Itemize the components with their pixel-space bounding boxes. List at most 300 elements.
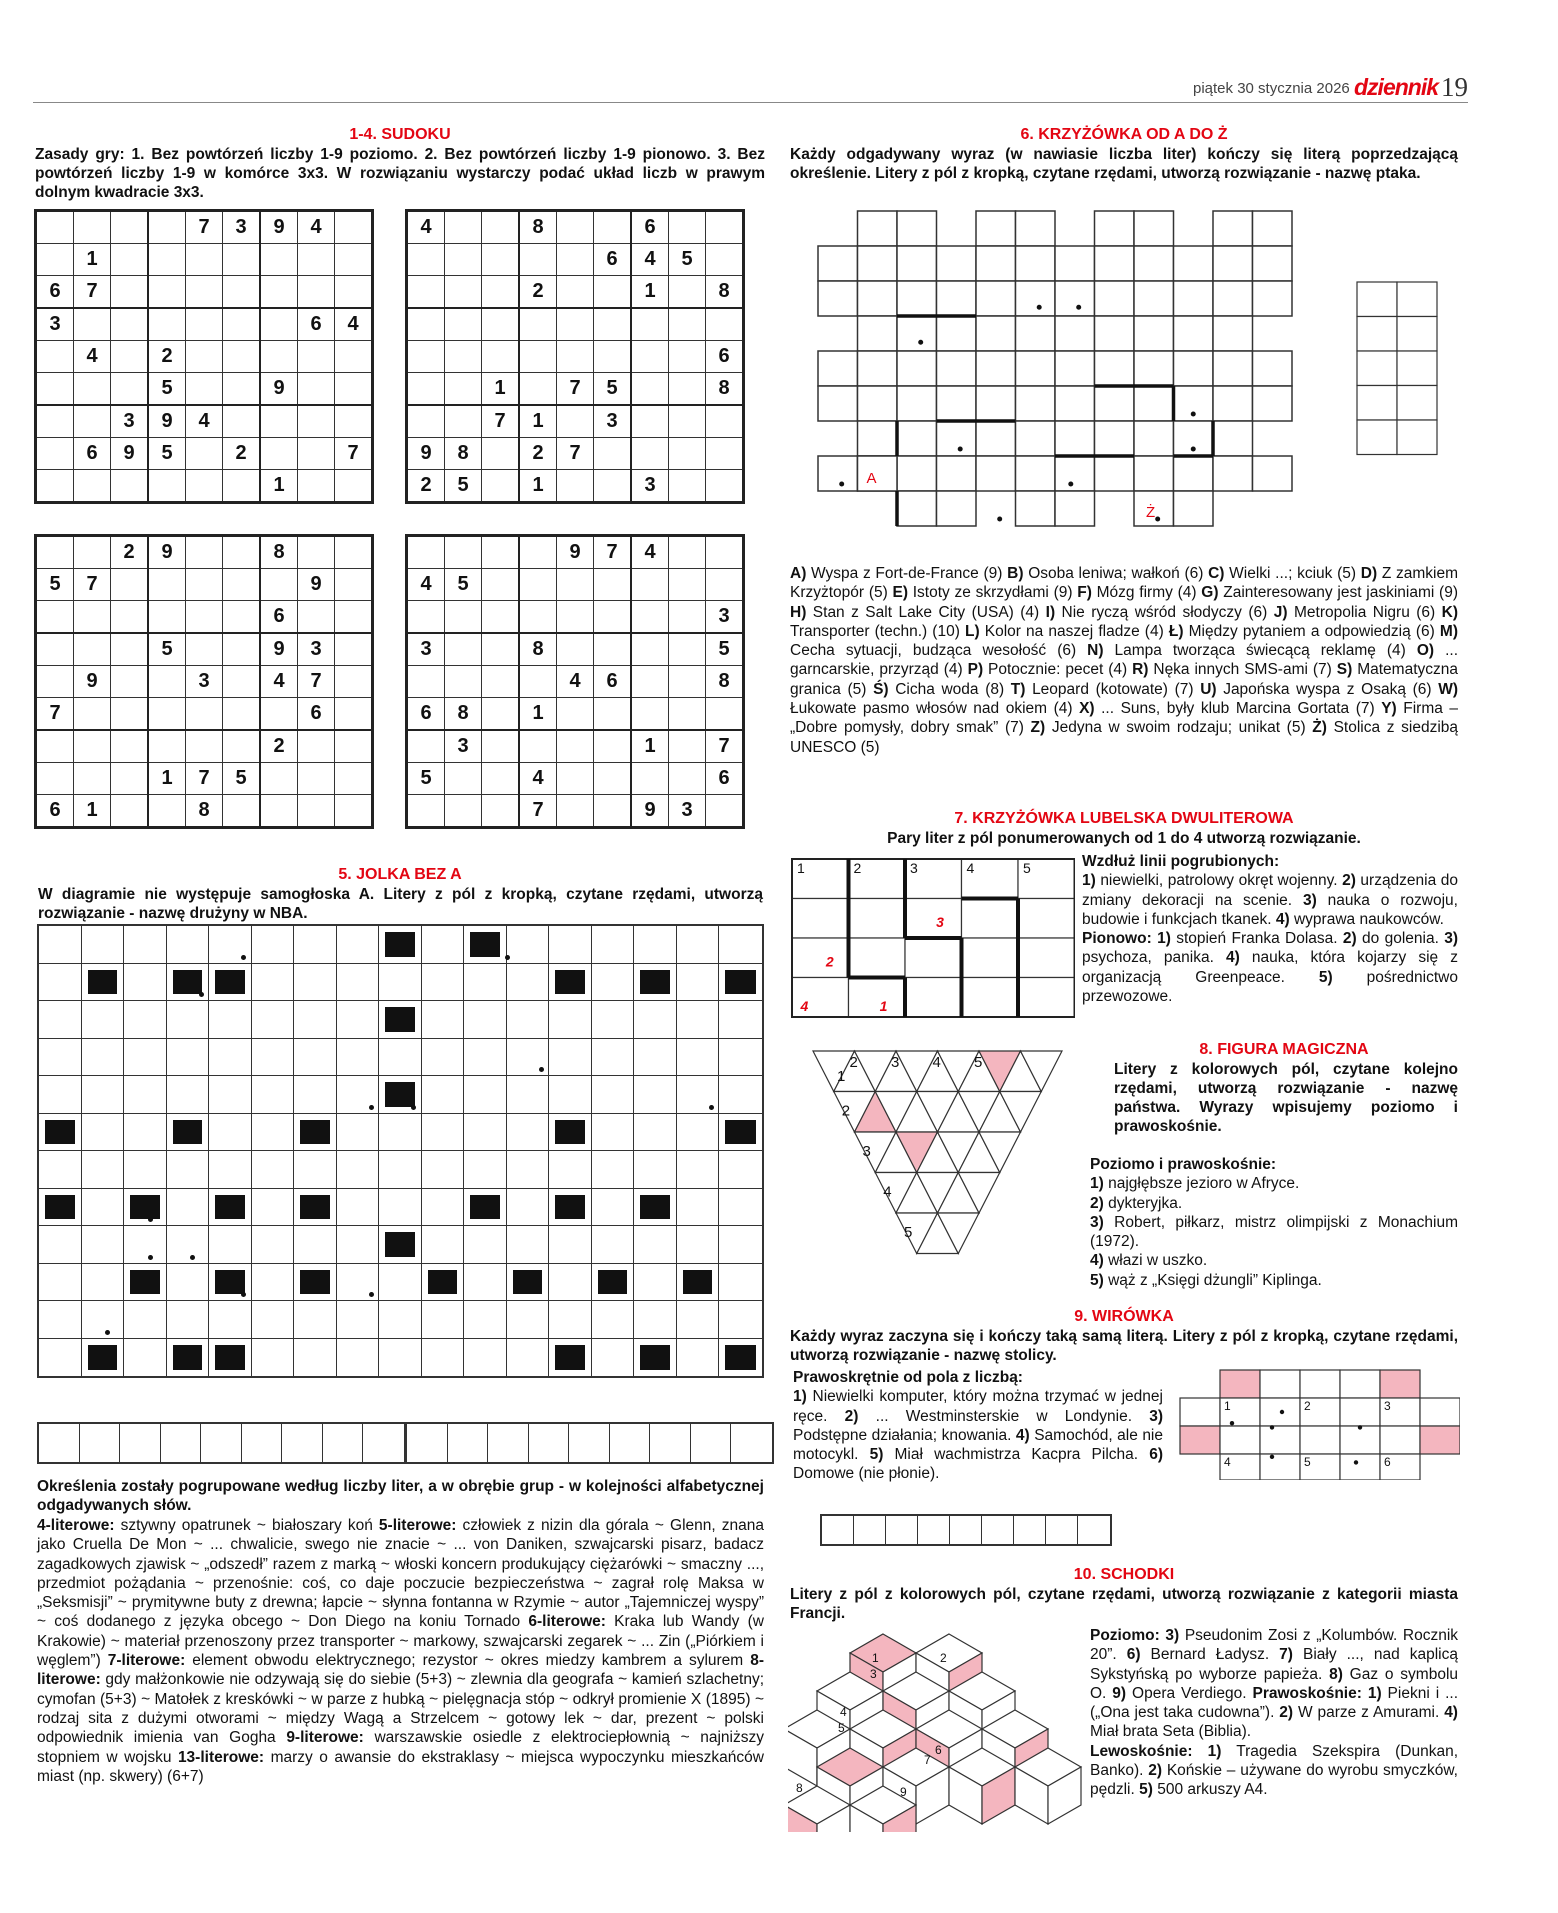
jolka-cell[interactable] — [167, 1189, 210, 1227]
jolka-cell[interactable] — [167, 1001, 210, 1039]
jolka-cell[interactable] — [592, 1189, 635, 1227]
jolka-cell[interactable] — [294, 1114, 337, 1152]
sudoku-cell[interactable]: 1 — [148, 763, 186, 795]
sudoku-cell[interactable]: 1 — [519, 698, 557, 731]
sudoku-cell[interactable]: 8 — [260, 536, 298, 569]
jolka-cell[interactable] — [677, 1039, 720, 1077]
jolka-cell[interactable] — [592, 1001, 635, 1039]
sudoku-cell[interactable] — [335, 211, 373, 244]
sudoku-cell[interactable] — [519, 308, 557, 341]
sudoku-cell[interactable]: 4 — [335, 308, 373, 341]
sudoku-cell[interactable] — [36, 373, 74, 406]
sudoku-cell[interactable] — [557, 698, 594, 731]
jolka-cell[interactable] — [167, 1076, 210, 1114]
sudoku-cell[interactable] — [335, 666, 373, 698]
sudoku-cell[interactable] — [260, 438, 298, 470]
sudoku-cell[interactable] — [111, 698, 149, 731]
sudoku-cell[interactable] — [519, 730, 557, 763]
sudoku-cell[interactable]: 3 — [669, 795, 706, 828]
sudoku-cell[interactable] — [519, 601, 557, 634]
jolka-cell[interactable] — [337, 1114, 380, 1152]
sudoku-cell[interactable]: 4 — [298, 211, 335, 244]
sudoku-cell[interactable] — [186, 438, 223, 470]
sudoku-cell[interactable] — [669, 763, 706, 795]
sudoku-cell[interactable] — [186, 470, 223, 503]
sudoku-cell[interactable]: 4 — [631, 244, 669, 276]
sudoku-cell[interactable] — [36, 666, 74, 698]
sudoku-cell[interactable]: 4 — [407, 211, 445, 244]
sudoku-cell[interactable] — [260, 341, 298, 373]
jolka-cell[interactable] — [507, 1301, 550, 1339]
jolka-cell[interactable] — [464, 1301, 507, 1339]
jolka-cell[interactable] — [422, 1151, 465, 1189]
jolka-cell[interactable] — [549, 1264, 592, 1302]
sudoku-cell[interactable] — [407, 341, 445, 373]
jolka-cell[interactable] — [252, 1226, 295, 1264]
jolka-cell[interactable] — [337, 964, 380, 1002]
jolka-cell[interactable] — [209, 1076, 252, 1114]
sudoku-cell[interactable] — [519, 244, 557, 276]
jolka-cell[interactable] — [634, 1226, 677, 1264]
jolka-cell[interactable] — [39, 1039, 82, 1077]
sudoku-cell[interactable]: 7 — [557, 373, 594, 406]
jolka-cell[interactable] — [719, 1039, 762, 1077]
jolka-cell[interactable] — [464, 1264, 507, 1302]
jolka-cell[interactable] — [167, 1264, 210, 1302]
sudoku-cell[interactable] — [631, 633, 669, 666]
sudoku-cell[interactable] — [482, 438, 520, 470]
jolka-cell[interactable] — [549, 1076, 592, 1114]
sudoku-cell[interactable]: 1 — [74, 795, 111, 828]
sudoku-cell[interactable] — [407, 666, 445, 698]
jolka-cell[interactable] — [422, 1264, 465, 1302]
sudoku-cell[interactable] — [223, 666, 261, 698]
sudoku-cell[interactable]: 7 — [706, 730, 744, 763]
sudoku-cell[interactable] — [335, 730, 373, 763]
jolka-cell[interactable] — [82, 1189, 125, 1227]
jolka-cell[interactable] — [719, 1114, 762, 1152]
sudoku-cell[interactable] — [74, 698, 111, 731]
sudoku-cell[interactable]: 9 — [407, 438, 445, 470]
sudoku-cell[interactable] — [445, 666, 482, 698]
sudoku-cell[interactable]: 3 — [631, 470, 669, 503]
sudoku-cell[interactable]: 6 — [594, 666, 632, 698]
jolka-cell[interactable] — [39, 1151, 82, 1189]
jolka-cell[interactable] — [337, 1189, 380, 1227]
sudoku-cell[interactable] — [594, 569, 632, 601]
sudoku-cell[interactable] — [445, 601, 482, 634]
sudoku-cell[interactable] — [706, 470, 744, 503]
jolka-cell[interactable] — [167, 926, 210, 964]
sudoku-cell[interactable] — [111, 666, 149, 698]
jolka-grid[interactable] — [37, 924, 764, 1378]
jolka-cell[interactable] — [634, 1264, 677, 1302]
sudoku-cell[interactable] — [298, 763, 335, 795]
jolka-cell[interactable] — [379, 1226, 422, 1264]
sudoku-cell[interactable] — [407, 601, 445, 634]
jolka-cell[interactable] — [507, 1264, 550, 1302]
sudoku-cell[interactable] — [445, 536, 482, 569]
sudoku-cell[interactable] — [669, 341, 706, 373]
sudoku-cell[interactable] — [706, 244, 744, 276]
sudoku-cell[interactable] — [482, 633, 520, 666]
sudoku-cell[interactable] — [594, 276, 632, 309]
jolka-cell[interactable] — [677, 1264, 720, 1302]
sudoku-cell[interactable] — [669, 276, 706, 309]
jolka-cell[interactable] — [719, 1226, 762, 1264]
sudoku-cell[interactable] — [519, 373, 557, 406]
sudoku-cell[interactable]: 6 — [74, 438, 111, 470]
sudoku-cell[interactable]: 5 — [223, 763, 261, 795]
sudoku-cell[interactable] — [223, 795, 261, 828]
jolka-cell[interactable] — [252, 1189, 295, 1227]
sudoku-cell[interactable]: 5 — [148, 438, 186, 470]
sudoku-cell[interactable] — [594, 730, 632, 763]
answer-cell[interactable] — [731, 1424, 772, 1462]
jolka-cell[interactable] — [464, 1339, 507, 1377]
jolka-cell[interactable] — [549, 1226, 592, 1264]
sudoku-cell[interactable] — [482, 276, 520, 309]
jolka-cell[interactable] — [549, 1339, 592, 1377]
jolka-cell[interactable] — [634, 926, 677, 964]
jolka-cell[interactable] — [82, 1301, 125, 1339]
sudoku-cell[interactable]: 2 — [148, 341, 186, 373]
sudoku-cell[interactable]: 6 — [298, 308, 335, 341]
jolka-cell[interactable] — [124, 1189, 167, 1227]
jolka-cell[interactable] — [294, 1001, 337, 1039]
sudoku-cell[interactable]: 7 — [482, 405, 520, 438]
jolka-cell[interactable] — [592, 1226, 635, 1264]
sudoku-cell[interactable] — [74, 763, 111, 795]
jolka-cell[interactable] — [82, 1264, 125, 1302]
sudoku-cell[interactable] — [111, 795, 149, 828]
sudoku-cell[interactable] — [148, 211, 186, 244]
jolka-cell[interactable] — [294, 1301, 337, 1339]
jolka-cell[interactable] — [719, 1076, 762, 1114]
sudoku-cell[interactable]: 6 — [298, 698, 335, 731]
sudoku-cell[interactable] — [298, 244, 335, 276]
sudoku-cell[interactable] — [631, 569, 669, 601]
sudoku-grid-3[interactable] — [34, 534, 374, 829]
sudoku-cell[interactable] — [445, 244, 482, 276]
jolka-cell[interactable] — [422, 1189, 465, 1227]
jolka-cell[interactable] — [422, 926, 465, 964]
jolka-cell[interactable] — [294, 1264, 337, 1302]
answer-cell[interactable] — [363, 1424, 404, 1462]
sudoku-cell[interactable] — [186, 698, 223, 731]
jolka-cell[interactable] — [39, 1339, 82, 1377]
jolka-cell[interactable] — [507, 1114, 550, 1152]
sudoku-cell[interactable] — [669, 536, 706, 569]
jolka-cell[interactable] — [464, 964, 507, 1002]
jolka-cell[interactable] — [337, 1339, 380, 1377]
sudoku-cell[interactable] — [631, 601, 669, 634]
jolka-cell[interactable] — [464, 1189, 507, 1227]
jolka-cell[interactable] — [719, 1151, 762, 1189]
answer-cell[interactable] — [407, 1424, 448, 1462]
jolka-cell[interactable] — [634, 1076, 677, 1114]
jolka-cell[interactable] — [719, 964, 762, 1002]
jolka-cell[interactable] — [379, 1264, 422, 1302]
jolka-cell[interactable] — [719, 1301, 762, 1339]
sudoku-cell[interactable]: 8 — [445, 438, 482, 470]
sudoku-cell[interactable]: 9 — [74, 666, 111, 698]
jolka-cell[interactable] — [82, 926, 125, 964]
jolka-cell[interactable] — [592, 964, 635, 1002]
sudoku-cell[interactable] — [594, 341, 632, 373]
answer-cell[interactable] — [282, 1424, 323, 1462]
jolka-cell[interactable] — [464, 1226, 507, 1264]
jolka-cell[interactable] — [124, 1076, 167, 1114]
sudoku-cell[interactable]: 8 — [186, 795, 223, 828]
answer-cell[interactable] — [120, 1424, 161, 1462]
sudoku-cell[interactable] — [669, 633, 706, 666]
sudoku-cell[interactable] — [223, 633, 261, 666]
jolka-cell[interactable] — [507, 1189, 550, 1227]
answer-cell[interactable] — [822, 1516, 854, 1544]
jolka-cell[interactable] — [82, 1339, 125, 1377]
answer-cell[interactable] — [448, 1424, 489, 1462]
sudoku-cell[interactable] — [111, 373, 149, 406]
jolka-cell[interactable] — [39, 1226, 82, 1264]
sudoku-cell[interactable]: 9 — [260, 373, 298, 406]
sudoku-cell[interactable] — [519, 341, 557, 373]
sudoku-cell[interactable] — [669, 730, 706, 763]
sudoku-cell[interactable] — [186, 276, 223, 309]
sudoku-cell[interactable]: 3 — [186, 666, 223, 698]
jolka-cell[interactable] — [634, 1339, 677, 1377]
sudoku-cell[interactable] — [669, 698, 706, 731]
sudoku-cell[interactable] — [594, 698, 632, 731]
sudoku-cell[interactable] — [669, 569, 706, 601]
jolka-cell[interactable] — [209, 964, 252, 1002]
sudoku-cell[interactable] — [631, 308, 669, 341]
sudoku-cell[interactable] — [298, 438, 335, 470]
sudoku-cell[interactable]: 1 — [482, 373, 520, 406]
sudoku-cell[interactable]: 2 — [111, 536, 149, 569]
sudoku-cell[interactable] — [74, 308, 111, 341]
jolka-cell[interactable] — [422, 1339, 465, 1377]
jolka-cell[interactable] — [549, 1039, 592, 1077]
sudoku-cell[interactable]: 4 — [74, 341, 111, 373]
jolka-cell[interactable] — [167, 1039, 210, 1077]
sudoku-cell[interactable] — [557, 308, 594, 341]
sudoku-cell[interactable] — [594, 795, 632, 828]
jolka-cell[interactable] — [507, 926, 550, 964]
sudoku-cell[interactable]: 2 — [407, 470, 445, 503]
answer-cell[interactable] — [1014, 1516, 1046, 1544]
sudoku-cell[interactable] — [74, 601, 111, 634]
sudoku-cell[interactable]: 1 — [631, 730, 669, 763]
jolka-cell[interactable] — [252, 1114, 295, 1152]
sudoku-cell[interactable] — [669, 438, 706, 470]
sudoku-cell[interactable] — [36, 536, 74, 569]
sudoku-cell[interactable] — [631, 666, 669, 698]
sudoku-cell[interactable] — [706, 438, 744, 470]
answer-cell[interactable] — [691, 1424, 732, 1462]
jolka-cell[interactable] — [592, 1151, 635, 1189]
jolka-cell[interactable] — [422, 1226, 465, 1264]
sudoku-cell[interactable] — [335, 341, 373, 373]
sudoku-cell[interactable] — [669, 373, 706, 406]
sudoku-cell[interactable] — [260, 405, 298, 438]
jolka-cell[interactable] — [124, 1151, 167, 1189]
sudoku-cell[interactable] — [669, 308, 706, 341]
jolka-answer-row-1[interactable] — [37, 1422, 406, 1464]
sudoku-cell[interactable] — [335, 276, 373, 309]
sudoku-grid-4[interactable] — [405, 534, 745, 829]
sudoku-cell[interactable] — [594, 633, 632, 666]
sudoku-cell[interactable] — [335, 373, 373, 406]
jolka-cell[interactable] — [294, 964, 337, 1002]
jolka-cell[interactable] — [464, 926, 507, 964]
sudoku-cell[interactable] — [557, 276, 594, 309]
sudoku-cell[interactable] — [407, 730, 445, 763]
jolka-cell[interactable] — [677, 926, 720, 964]
jolka-cell[interactable] — [677, 1114, 720, 1152]
sudoku-cell[interactable] — [557, 405, 594, 438]
answer-cell[interactable] — [918, 1516, 950, 1544]
sudoku-cell[interactable] — [148, 601, 186, 634]
sudoku-cell[interactable] — [335, 601, 373, 634]
sudoku-cell[interactable] — [36, 244, 74, 276]
jolka-cell[interactable] — [39, 1114, 82, 1152]
answer-cell[interactable] — [161, 1424, 202, 1462]
sudoku-cell[interactable] — [186, 730, 223, 763]
jolka-cell[interactable] — [124, 1226, 167, 1264]
sudoku-cell[interactable] — [74, 633, 111, 666]
jolka-cell[interactable] — [337, 926, 380, 964]
jolka-cell[interactable] — [549, 1001, 592, 1039]
jolka-cell[interactable] — [39, 1264, 82, 1302]
answer-cell[interactable] — [488, 1424, 529, 1462]
jolka-cell[interactable] — [124, 1339, 167, 1377]
jolka-cell[interactable] — [82, 1151, 125, 1189]
sudoku-cell[interactable] — [186, 341, 223, 373]
sudoku-cell[interactable] — [260, 698, 298, 731]
jolka-cell[interactable] — [337, 1226, 380, 1264]
sudoku-cell[interactable] — [706, 698, 744, 731]
jolka-cell[interactable] — [422, 1301, 465, 1339]
answer-cell[interactable] — [529, 1424, 570, 1462]
jolka-cell[interactable] — [252, 1264, 295, 1302]
jolka-cell[interactable] — [252, 926, 295, 964]
jolka-cell[interactable] — [592, 1039, 635, 1077]
sudoku-cell[interactable] — [111, 470, 149, 503]
sudoku-cell[interactable]: 3 — [111, 405, 149, 438]
sudoku-cell[interactable]: 6 — [36, 795, 74, 828]
jolka-cell[interactable] — [634, 1039, 677, 1077]
jolka-cell[interactable] — [379, 1189, 422, 1227]
jolka-cell[interactable] — [464, 1151, 507, 1189]
sudoku-cell[interactable]: 4 — [519, 763, 557, 795]
sudoku-cell[interactable] — [36, 633, 74, 666]
jolka-cell[interactable] — [39, 1001, 82, 1039]
jolka-cell[interactable] — [39, 1301, 82, 1339]
jolka-cell[interactable] — [549, 1189, 592, 1227]
sudoku-cell[interactable] — [557, 211, 594, 244]
sudoku-cell[interactable]: 7 — [335, 438, 373, 470]
sudoku-cell[interactable] — [111, 341, 149, 373]
jolka-cell[interactable] — [379, 926, 422, 964]
sudoku-cell[interactable] — [148, 276, 186, 309]
jolka-cell[interactable] — [82, 1114, 125, 1152]
krzyzowka-a-z-grid[interactable] — [810, 210, 1340, 562]
sudoku-cell[interactable] — [482, 795, 520, 828]
jolka-cell[interactable] — [379, 1114, 422, 1152]
jolka-cell[interactable] — [124, 964, 167, 1002]
sudoku-cell[interactable] — [706, 536, 744, 569]
sudoku-cell[interactable]: 6 — [594, 244, 632, 276]
sudoku-cell[interactable]: 9 — [260, 211, 298, 244]
sudoku-cell[interactable]: 9 — [148, 405, 186, 438]
jolka-cell[interactable] — [464, 1001, 507, 1039]
jolka-cell[interactable] — [549, 926, 592, 964]
jolka-cell[interactable] — [677, 1301, 720, 1339]
jolka-cell[interactable] — [124, 926, 167, 964]
sudoku-cell[interactable]: 2 — [260, 730, 298, 763]
jolka-cell[interactable] — [124, 1301, 167, 1339]
sudoku-cell[interactable]: 4 — [186, 405, 223, 438]
schodki-grid[interactable] — [788, 1632, 1088, 1832]
jolka-cell[interactable] — [719, 1001, 762, 1039]
sudoku-cell[interactable] — [111, 211, 149, 244]
jolka-cell[interactable] — [507, 1001, 550, 1039]
jolka-cell[interactable] — [379, 1001, 422, 1039]
jolka-cell[interactable] — [677, 1151, 720, 1189]
sudoku-cell[interactable] — [482, 536, 520, 569]
sudoku-cell[interactable] — [36, 211, 74, 244]
sudoku-cell[interactable]: 6 — [260, 601, 298, 634]
jolka-cell[interactable] — [167, 1301, 210, 1339]
jolka-cell[interactable] — [677, 1189, 720, 1227]
sudoku-cell[interactable]: 2 — [519, 438, 557, 470]
jolka-cell[interactable] — [209, 1339, 252, 1377]
sudoku-cell[interactable] — [260, 569, 298, 601]
jolka-cell[interactable] — [464, 1114, 507, 1152]
sudoku-cell[interactable]: 8 — [445, 698, 482, 731]
sudoku-cell[interactable] — [186, 308, 223, 341]
jolka-cell[interactable] — [634, 1151, 677, 1189]
jolka-cell[interactable] — [379, 1339, 422, 1377]
jolka-cell[interactable] — [167, 1151, 210, 1189]
sudoku-cell[interactable] — [631, 405, 669, 438]
jolka-cell[interactable] — [337, 1039, 380, 1077]
jolka-cell[interactable] — [82, 1226, 125, 1264]
jolka-cell[interactable] — [379, 1301, 422, 1339]
jolka-cell[interactable] — [507, 964, 550, 1002]
sudoku-grid-2[interactable] — [405, 209, 745, 504]
sudoku-cell[interactable]: 4 — [557, 666, 594, 698]
sudoku-cell[interactable] — [706, 405, 744, 438]
sudoku-cell[interactable] — [223, 308, 261, 341]
jolka-cell[interactable] — [719, 1264, 762, 1302]
sudoku-cell[interactable] — [223, 601, 261, 634]
answer-cell[interactable] — [1078, 1516, 1110, 1544]
sudoku-cell[interactable] — [74, 470, 111, 503]
sudoku-cell[interactable] — [36, 405, 74, 438]
sudoku-cell[interactable]: 8 — [519, 211, 557, 244]
answer-cell[interactable] — [886, 1516, 918, 1544]
jolka-answer-row-2[interactable] — [405, 1422, 774, 1464]
lubelska-grid[interactable] — [790, 857, 1075, 1022]
jolka-cell[interactable] — [634, 1189, 677, 1227]
jolka-cell[interactable] — [549, 1301, 592, 1339]
sudoku-cell[interactable] — [74, 211, 111, 244]
sudoku-cell[interactable] — [298, 373, 335, 406]
sudoku-cell[interactable] — [36, 438, 74, 470]
jolka-cell[interactable] — [379, 1039, 422, 1077]
